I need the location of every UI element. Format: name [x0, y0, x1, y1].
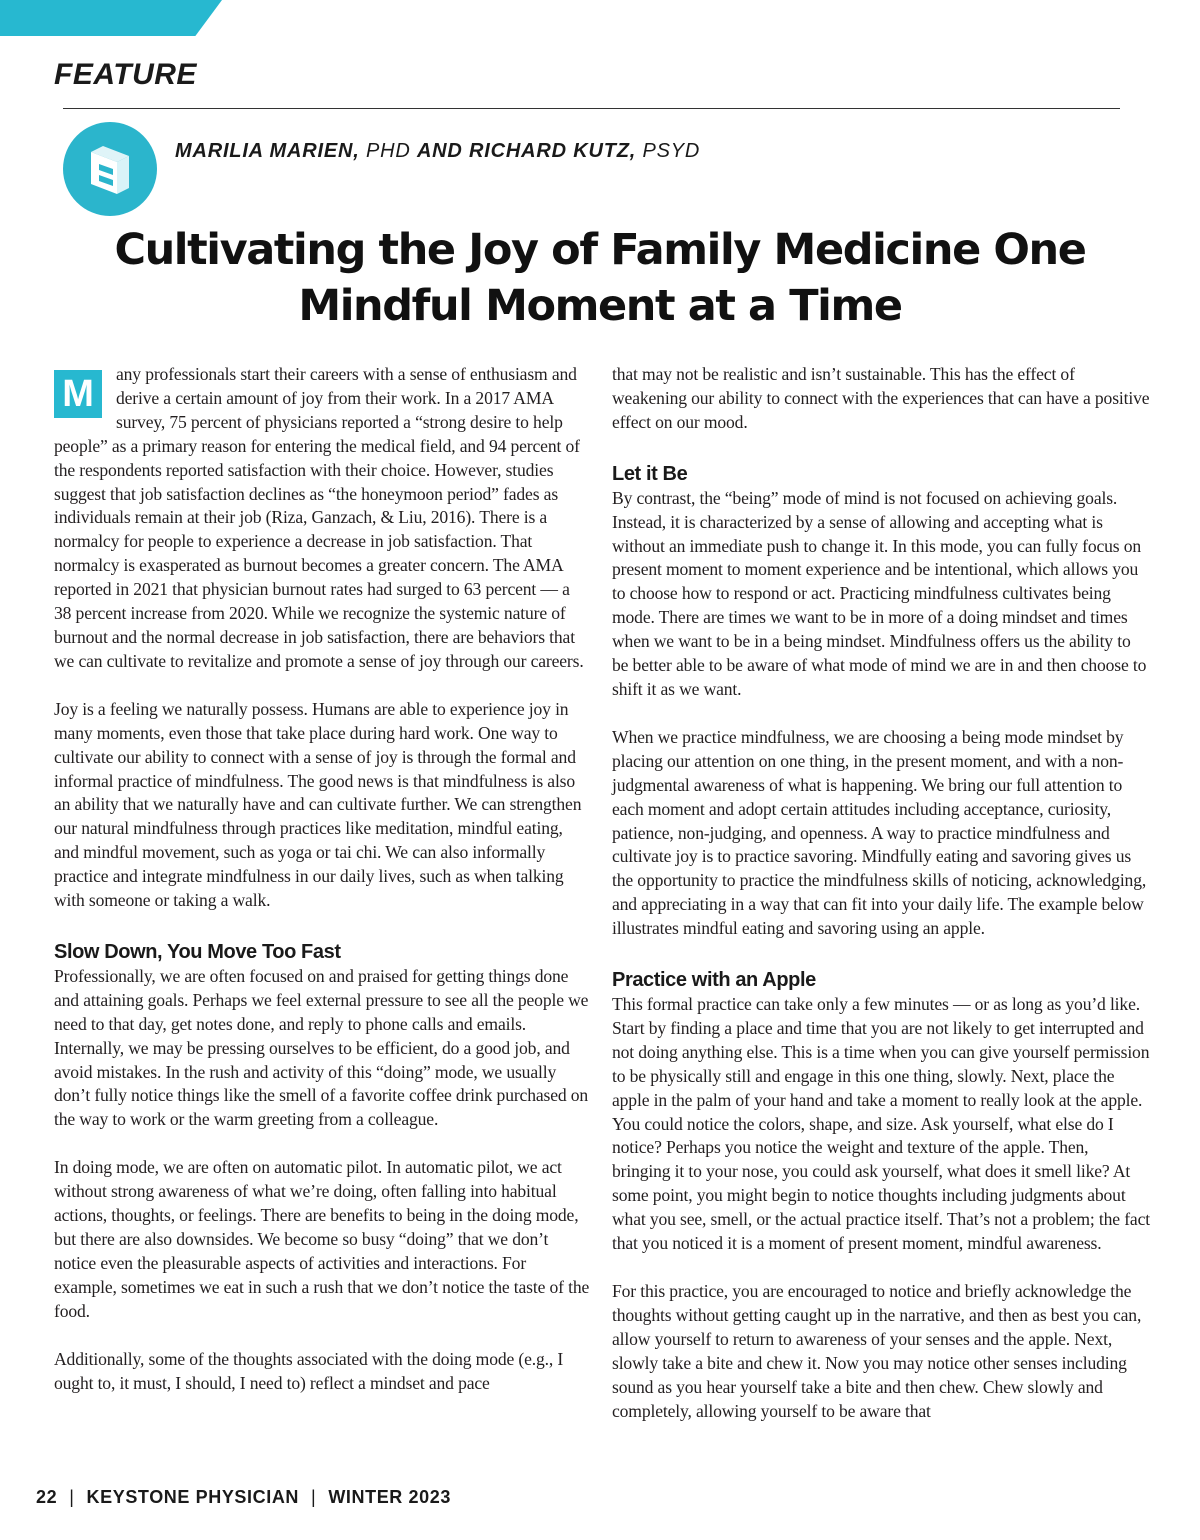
page-number: 22: [36, 1487, 58, 1507]
section-heading-slow-down: Slow Down, You Move Too Fast: [54, 940, 341, 963]
article-right-column: [612, 363, 1150, 1423]
intro-text: any professionals start their careers with a sense of enthusiasm and derive a certain amount of joy from their work. In a 2017 AMA survey, 75 percent of physicians reported a “strong desire to help people” as a primary reason for entering the medical field, and 94 percent of the respondents reported satisfaction with their choice. However, studies suggest that job satisfaction declines as “the honeymoon period” fades as individuals remain at their job (Riza, Ganzach, & Liu, 2016). There is a normalcy for people to experience a decrease in job satisfaction. That normalcy is exasperated as burnout becomes a greater concern. The AMA reported in 2021 that physician burnout rates had surged to 63 percent — a 38 percent increase from 2020. While we recognize the systemic nature of burnout and the normal decrease in job satisfaction, there are behaviors that we can cultivate to revitalize and promote a sense of joy through our careers.: [54, 364, 584, 671]
issue-date: WINTER 2023: [328, 1487, 451, 1507]
author2-name: RICHARD KUTZ,: [469, 140, 637, 162]
publication-name: KEYSTONE PHYSICIAN: [86, 1487, 300, 1507]
byline-conjunction: AND: [416, 140, 463, 162]
header-divider: [63, 108, 1120, 109]
body-paragraph: By contrast, the “being” mode of mind is not focused on achieving goals. Instead, it is characterized by a sense of allowing and accepting what is without an immediate push to change it. In this mode, you can fully focus on present moment to moment experience and be intentional, which allows you to choose how to respond or act. Practicing mindfulness cultivates being mode. There are times we want to be in more of a doing mindset and times when we want to be in a being mindset. Mindfulness offers us the ability to be better able to be aware of what mode of mind we are in and then choose to shift it as we want.: [612, 487, 1147, 699]
section-heading-let-it-be: Let it Be: [612, 462, 688, 485]
body-paragraph: Additionally, some of the thoughts associated with the doing mode (e.g., I ought to, it must, I should, I need to) reflect a mindset and pace: [54, 1348, 564, 1393]
author1-credential: PHD: [365, 140, 411, 162]
intro-paragraph: [54, 363, 590, 674]
body-paragraph: Joy is a feeling we naturally possess. Humans are able to experience joy in many moments, even those that take place during hard work. One way to cultivate our ability to connect with a sense of joy is through the formal and informal practice of mindfulness. The good news is that mindfulness is also an ability that we naturally have and can cultivate further. We can strengthen our natural mindfulness through practices like meditation, mindful eating, and mindful movement, such as yoga or tai chi. We can also informally practice and integrate mindfulness in our daily lives, such as when talking with someone or taking a walk.: [54, 698, 582, 911]
drop-cap: M: [54, 370, 102, 418]
body-paragraph: For this practice, you are encouraged to notice and briefly acknowledge the thoughts without getting caught up in the narrative, and then as best you can, allow yourself to return to awareness of your senses and the apple. Next, slowly take a bite and chew it. Now you may notice other senses including sound as you hear yourself take a bite and then chew. Chew slowly and completely, allowing yourself to be aware that: [612, 1281, 1142, 1421]
section-label: FEATURE: [54, 58, 197, 91]
column-logo-icon: [63, 122, 157, 216]
byline: [175, 140, 700, 163]
article-title: Cultivating the Joy of Family Medicine One Mindful Moment at a Time: [114, 225, 1086, 331]
body-paragraph: This formal practice can take only a few minutes — or as long as you’d like. Start by finding a place and time that you are not likely to get interrupted and not doing anything else. This is a time when you can give yourself permission to be physically still and engage in this one thing, slowly. Next, place the apple in the palm of your hand and take a moment to really look at the apple. You could notice the colors, shape, and size. Ask yourself, what else do I notice? Perhaps you notice the weight and texture of the apple. Then, bringing it to your nose, you could ask yourself, what does it smell like? At some point, you might begin to notice thoughts including judgments about what you see, smell, or the actual practice itself. That’s not a problem; the fact that you noticed it is a moment of present moment, mindful awareness.: [612, 994, 1150, 1254]
body-paragraph: In doing mode, we are often on automatic pilot. In automatic pilot, we act without strong awareness of what we’re doing, often falling into habitual actions, thoughts, or feelings. There are benefits to being in the doing mode, but there are also downsides. We become so busy “doing” that we don’t notice even the pleasurable aspects of activities and interactions. For example, sometimes we eat in such a rush that we don’t notice the taste of the food.: [54, 1157, 590, 1321]
body-paragraph: When we practice mindfulness, we are choosing a being mode mindset by placing our attention on one thing, in the present moment, and with a non-judgmental awareness of what is happening. We bring our full attention to each moment and adopt certain attitudes including acceptance, curiosity, patience, non-judging, and openness. A way to practice mindfulness and cultivate joy is to practice savoring. Mindfully eating and savoring gives us the opportunity to practice the mindfulness skills of noticing, acknowledging, and appreciating in a way that can fit into your daily life. The example below illustrates mindful eating and savoring using an apple.: [612, 726, 1147, 939]
footer-separator: |: [69, 1487, 75, 1507]
article-left-column: [54, 363, 590, 1395]
author1-name: MARILIA MARIEN,: [175, 140, 360, 162]
page-footer: [36, 1487, 451, 1508]
author2-credential: PSYD: [642, 140, 701, 162]
body-paragraph: that may not be realistic and isn’t sustainable. This has the effect of weakening our ability to connect with the experiences that can have a positive effect on our mood.: [612, 364, 1150, 432]
body-paragraph: Professionally, we are often focused on and praised for getting things done and attaining goals. Perhaps we feel external pressure to see all the people we need to that day, get notes done, and reply to phone calls and emails. Internally, we may be pressing ourselves to be efficient, do a good job, and avoid mistakes. In the rush and activity of this “doing” mode, we usually don’t fully notice things like the smell of a favorite coffee drink purchased on the way to work or the warm greeting from a colleague.: [54, 965, 589, 1130]
section-heading-practice-apple: Practice with an Apple: [612, 969, 816, 992]
footer-separator: |: [311, 1487, 317, 1507]
header-accent-band: [0, 0, 222, 36]
